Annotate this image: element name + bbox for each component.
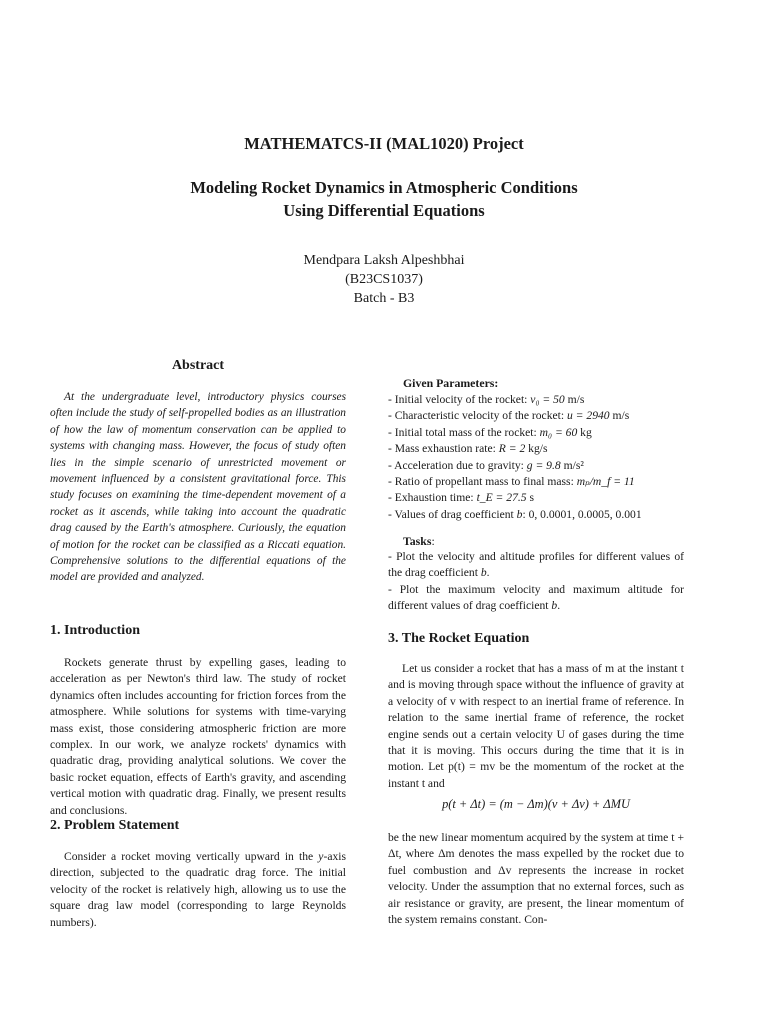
given-parameters-list [388,392,688,523]
author-block [0,251,768,308]
tasks-heading: Tasks: [403,534,435,548]
y-axis-symbol: y [318,850,324,863]
list-item: - Values of drag coefficient b: 0, 0.0001, 0.0005, 0.001 [388,507,642,521]
author-name: Mendpara Laksh Alpeshbhai [303,253,465,268]
list-item: - Mass exhaustion rate: R = 2 kg/s [388,442,548,456]
given-parameters-heading: Given Parameters: [403,376,499,390]
momentum-equation: p(t + Δt) = (m − Δm)(v + Δv) + ΔMU [442,797,630,811]
abstract-text: At the undergraduate level, introductory physics courses often include the study of self-propelled bodies as an illustration of how the law of momentum conservation can be applied to systems with changing mass. However, the focus of study often lies in the simple scenario of unrestricted movement or movement influenced by a consistent gravitational force. This study focuses on examining the time-dependent movement of a rocket as it ascends, while taking into account the quadratic drag caused by the Earth's atmosphere. Curiously, the equation of motion for the rocket can be classified as a Riccati equation. Comprehensive solutions to the differential equations of the model are provided and analyzed. [50,391,346,584]
list-item: - Acceleration due to gravity: g = 9.8 m/s² [388,458,584,472]
rocket-equation-heading: 3. The Rocket Equation [388,631,530,646]
list-item: - Plot the maximum velocity and maximum altitude for different values of drag coefficient b. [388,582,684,613]
list-item: - Plot the velocity and altitude profiles for different values of the drag coefficient b. [388,550,684,580]
paper-title-line-1: Modeling Rocket Dynamics in Atmospheric Conditions [190,178,578,197]
list-item: - Exhaustion time: t_E = 27.5 s [388,491,534,505]
tasks-list [388,549,684,615]
author-roll: (B23CS1037) [345,272,423,287]
list-item: - Initial velocity of the rocket: v₀ = 50 m/s [388,393,585,406]
paper-title-line-2: Using Differential Equations [283,201,485,220]
rocket-equation-text-2: be the new linear momentum acquired by the system at time t + Δt, where Δm denotes the mass expelled by the rocket due to fuel combustion and Δv represents the increase in rocket velocity. Under the assumption that no external forces, such as air resistance or gravity, are present, the linear momentum of the system remains constant. Con- [388,831,684,927]
introduction-text: Rockets generate thrust by expelling gases, leading to acceleration as per Newton's third law. The study of rocket dynamics often includes accounting for friction forces from the atmosphere. While solutions for systems with time-varying mass exist, those considering atmospheric friction are more complex. In our work, we analyze rockets' dynamics with quadratic drag, providing analytical solutions. We cover the basic rocket equation, effects of Earth's gravity, and ascending vertical motion with quadratic drag. Finally, we present results and conclusions. [50,656,346,817]
abstract-heading: Abstract [171,358,225,373]
list-item: - Characteristic velocity of the rocket: u = 2940 m/s [388,409,630,423]
list-item: - Ratio of propellant mass to final mass: mₚ/m_f = 11 [388,475,635,489]
list-item: - Initial total mass of the rocket: m₀ = 60 kg [388,425,592,439]
problem-statement-text: Consider a rocket moving vertically upward in the y-axis direction, subjected to the quadratic drag force. The initial velocity of the rocket is relatively high, allowing us to use the square drag law model (corresponding to large Reynolds numbers). [50,850,346,929]
author-batch: Batch - B3 [353,291,415,306]
rocket-equation-text-1: Let us consider a rocket that has a mass of m at the instant t and is moving through space without the influence of gravity at a velocity of v with respect to an inertial frame of reference. In relation to the same inertial frame of reference, the rocket engine sends out a certain velocity U of gases during the time that it is moving. This occurs during the time that it is in motion. Let p(t) = mv be the momentum of the rocket at the instant t and [388,662,684,790]
paper-title [0,176,768,222]
introduction-heading: 1. Introduction [50,623,140,638]
problem-statement-heading: 2. Problem Statement [50,818,180,833]
course-title: MATHEMATCS-II (MAL1020) Project [244,134,524,153]
